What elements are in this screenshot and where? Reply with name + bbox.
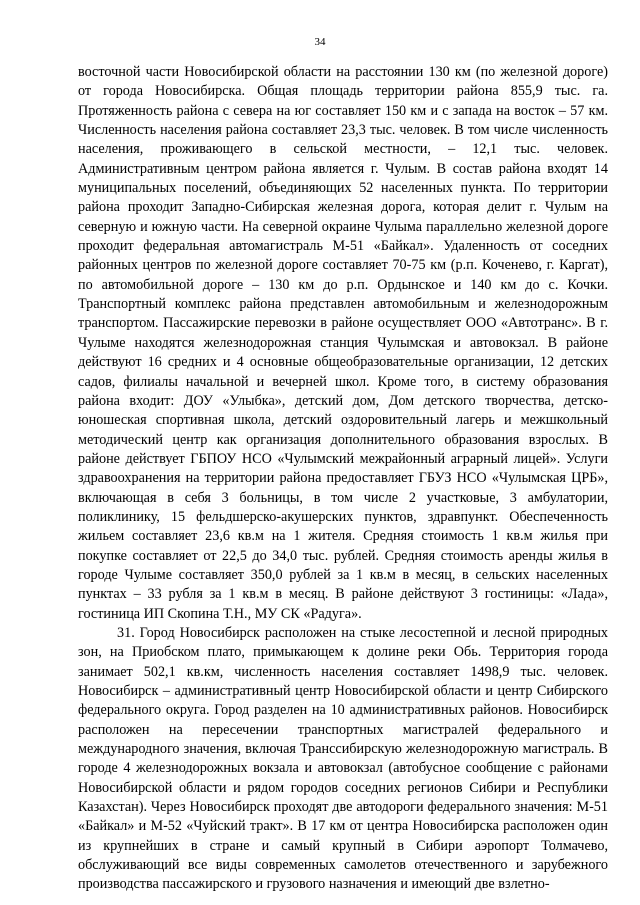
- paragraph-chulym-district: восточной части Новосибирской области на расстоянии 130 км (по железной дороге) от города Новосибирска. Общая площадь территории района 855,9 тыс. га. Протяженность района с севера на юг составляет 150 км и с запада на восток – 57 км. Численность населения района составляет 23,3 тыс. человек. В том числе численность населения, проживающего в сельской местности, – 12,1 тыс. человек. Административным центром района является г. Чулым. В состав района входят 14 муниципальных поселений, объединяющих 52 населенных пункта. По территории района проходит Западно-Сибирская железная дорога, которая делит г. Чулым на северную и южную части. На северной окраине Чулыма параллельно железной дороге проходит федеральная автомагистраль М-51 «Байкал». Удаленность от соседних районных центров по железной дороге составляет 70-75 км (р.п. Коченево, г. Каргат), по автомобильной дороге – 130 км до р.п. Ордынское и 140 км до с. Кочки. Транспортный комплекс района представлен автомобильным и железнодорожным транспортом. Пассажирские перевозки в районе осуществляет ООО «Автотранс». В г. Чулыме находятся железнодорожная станция Чулымская и автовокзал. В районе действуют 16 средних и 4 основные общеобразовательные организации, 12 детских садов, филиалы начальной и вечерней школ. Кроме того, в систему образования района входит: ДОУ «Улыбка», детский дом, Дом детского творчества, детско-юношеская спортивная школа, детский оздоровительный лагерь и межшкольный методический центр как организация дополнительного образования взрослых. В районе действует ГБПОУ НСО «Чулымский межрайонный аграрный лицей». Услуги здравоохранения на территории района предоставляет ГБУЗ НСО «Чулымская ЦРБ», включающая в себя 3 больницы, в том числе 2 участковые, 3 амбулатории, поликлинику, 15 фельдшерско-акушерских пунктов, здравпункт. Обеспеченность жильем составляет 23,6 кв.м на 1 жителя. Средняя стоимость 1 кв.м жилья при покупке составляет от 22,5 до 34,0 тыс. рублей. Средняя стоимость аренды жилья в городе Чулыме составляет 350,0 рублей за 1 кв.м в месяц, в сельских населенных пунктах – 33 рубля за 1 кв.м в месяц. В районе действуют 3 гостиницы: «Лада», гостиница ИП Скопина Т.Н., МУ СК «Радуга».: [78, 64, 608, 622]
- body-text: [78, 63, 608, 895]
- page-number: 34: [314, 36, 326, 48]
- paragraph-novosibirsk-city: 31. Город Новосибирск расположен на стыке лесостепной и лесной природных зон, на Приобском плато, примыкающем к долине реки Обь. Территория города занимает 502,1 кв.км, численность населения составляет 1498,9 тыс. человек. Новосибирск – административный центр Новосибирской области и центр Сибирского федерального округа. Город разделен на 10 административных районов. Новосибирск расположен на пересечении транспортных магистралей федерального и международного значения, включая Транссибирскую железнодорожную магистраль. В городе 4 железнодорожных вокзала и автовокзал (автобусное сообщение с районами Новосибирской области и рядом городов соседних регионов Сибири и Республики Казахстан). Через Новосибирск проходят две автодороги федерального значения: М-51 «Байкал» и М-52 «Чуйский тракт». В 17 км от центра Новосибирска расположен один из крупнейших в стране и самый крупный в Сибири аэропорт Толмачево, обслуживающий все виды современных самолетов отечественного и зарубежного производства пассажирского и грузового назначения и имеющий две взлетно-: [78, 624, 608, 893]
